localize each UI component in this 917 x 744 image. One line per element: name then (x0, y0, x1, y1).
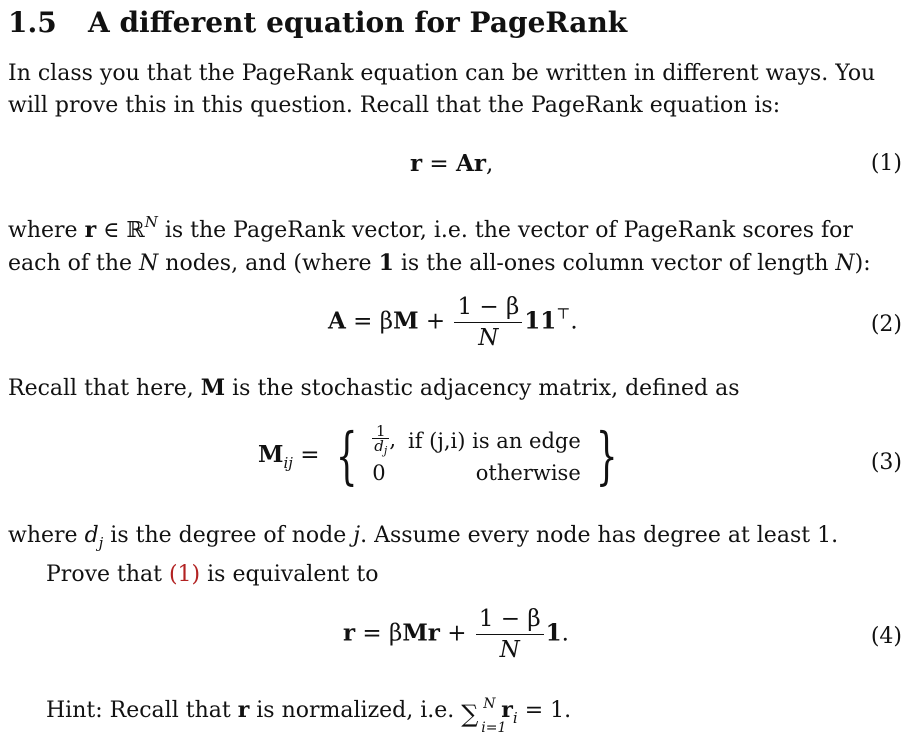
eq4-fraction: $\frac{1 - \beta}{N}$ (476, 604, 544, 665)
case-2-value: 0 (372, 461, 386, 485)
case-1-condition: if (j,i) is an edge (408, 429, 581, 453)
equation-3-body: $M_{ij}$ = { $\frac{1}{d_j}$ , if (j,i) is an edge 0 otherwise } (258, 419, 618, 492)
matrix-line: Recall that here, M is the stochastic adjacency matrix, defined as (8, 375, 740, 401)
eq2-fraction: $\frac{1 - \beta}{N}$ (454, 292, 522, 353)
section-title: A different equation for PageRank (88, 6, 628, 39)
hint-line: Hint: Recall that r is normalized, i.e. ∑ N i=1 $r_i = 1$. (46, 696, 572, 736)
degree-paragraph (8, 520, 903, 591)
definition-paragraph (8, 206, 903, 280)
eq1-lhs: r (410, 150, 423, 177)
equation-3 (0, 419, 917, 504)
summation-symbol: ∑ N i=1 (461, 696, 507, 736)
eq1-equals: = (422, 151, 457, 177)
eq1-rhs: Ar (456, 150, 486, 177)
eq3-small-fraction: $\frac{1}{d_j}$ (374, 422, 388, 457)
cases-table: $\frac{1}{d_j}$ , if (j,i) is an edge 0 otherwise (366, 424, 586, 488)
intro-paragraph (8, 58, 903, 122)
equation-1-number: (1) (870, 151, 902, 176)
intro-line-1: In class you that the PageRank equation can be written in different ways. You (8, 61, 876, 86)
section-number: 1.5 (8, 6, 57, 39)
left-brace: { (335, 419, 358, 492)
equation-4-number: (4) (870, 624, 902, 649)
equation-2 (0, 292, 917, 358)
definition-line-1: where r ∈ ℝ$^N$ is the PageRank vector, i.e. the vector of PageRank scores for (8, 213, 853, 243)
hint-paragraph (46, 694, 906, 734)
definition-line-2: each of the N nodes, and (where 1 is the all-ones column vector of length N): (8, 250, 871, 276)
equation-3-number: (3) (870, 450, 902, 475)
section-heading (8, 6, 627, 39)
equation-1-body (410, 150, 493, 177)
degree-line: where $d_j$ is the degree of node j. Assume every node has degree at least 1. (8, 523, 839, 552)
prove-line: Prove that (1) is equivalent to (46, 562, 379, 587)
equation-2-body: A = βM + $\frac{1 - \beta}{N}$ 11⊤. (328, 294, 578, 351)
equation-1 (0, 146, 917, 186)
right-brace: } (595, 419, 618, 492)
equation-4-body: r = βMr + $\frac{1 - \beta}{N}$ 1. (343, 606, 569, 663)
equation-2-number: (2) (870, 312, 902, 337)
intro-line-2: will prove this in this question. Recall that the PageRank equation is: (8, 93, 781, 118)
matrix-paragraph (8, 372, 903, 405)
equation-4 (0, 604, 917, 670)
equation-reference-link[interactable]: (1) (168, 562, 201, 587)
case-2-condition: otherwise (475, 461, 581, 485)
eq1-comma: , (486, 151, 494, 177)
